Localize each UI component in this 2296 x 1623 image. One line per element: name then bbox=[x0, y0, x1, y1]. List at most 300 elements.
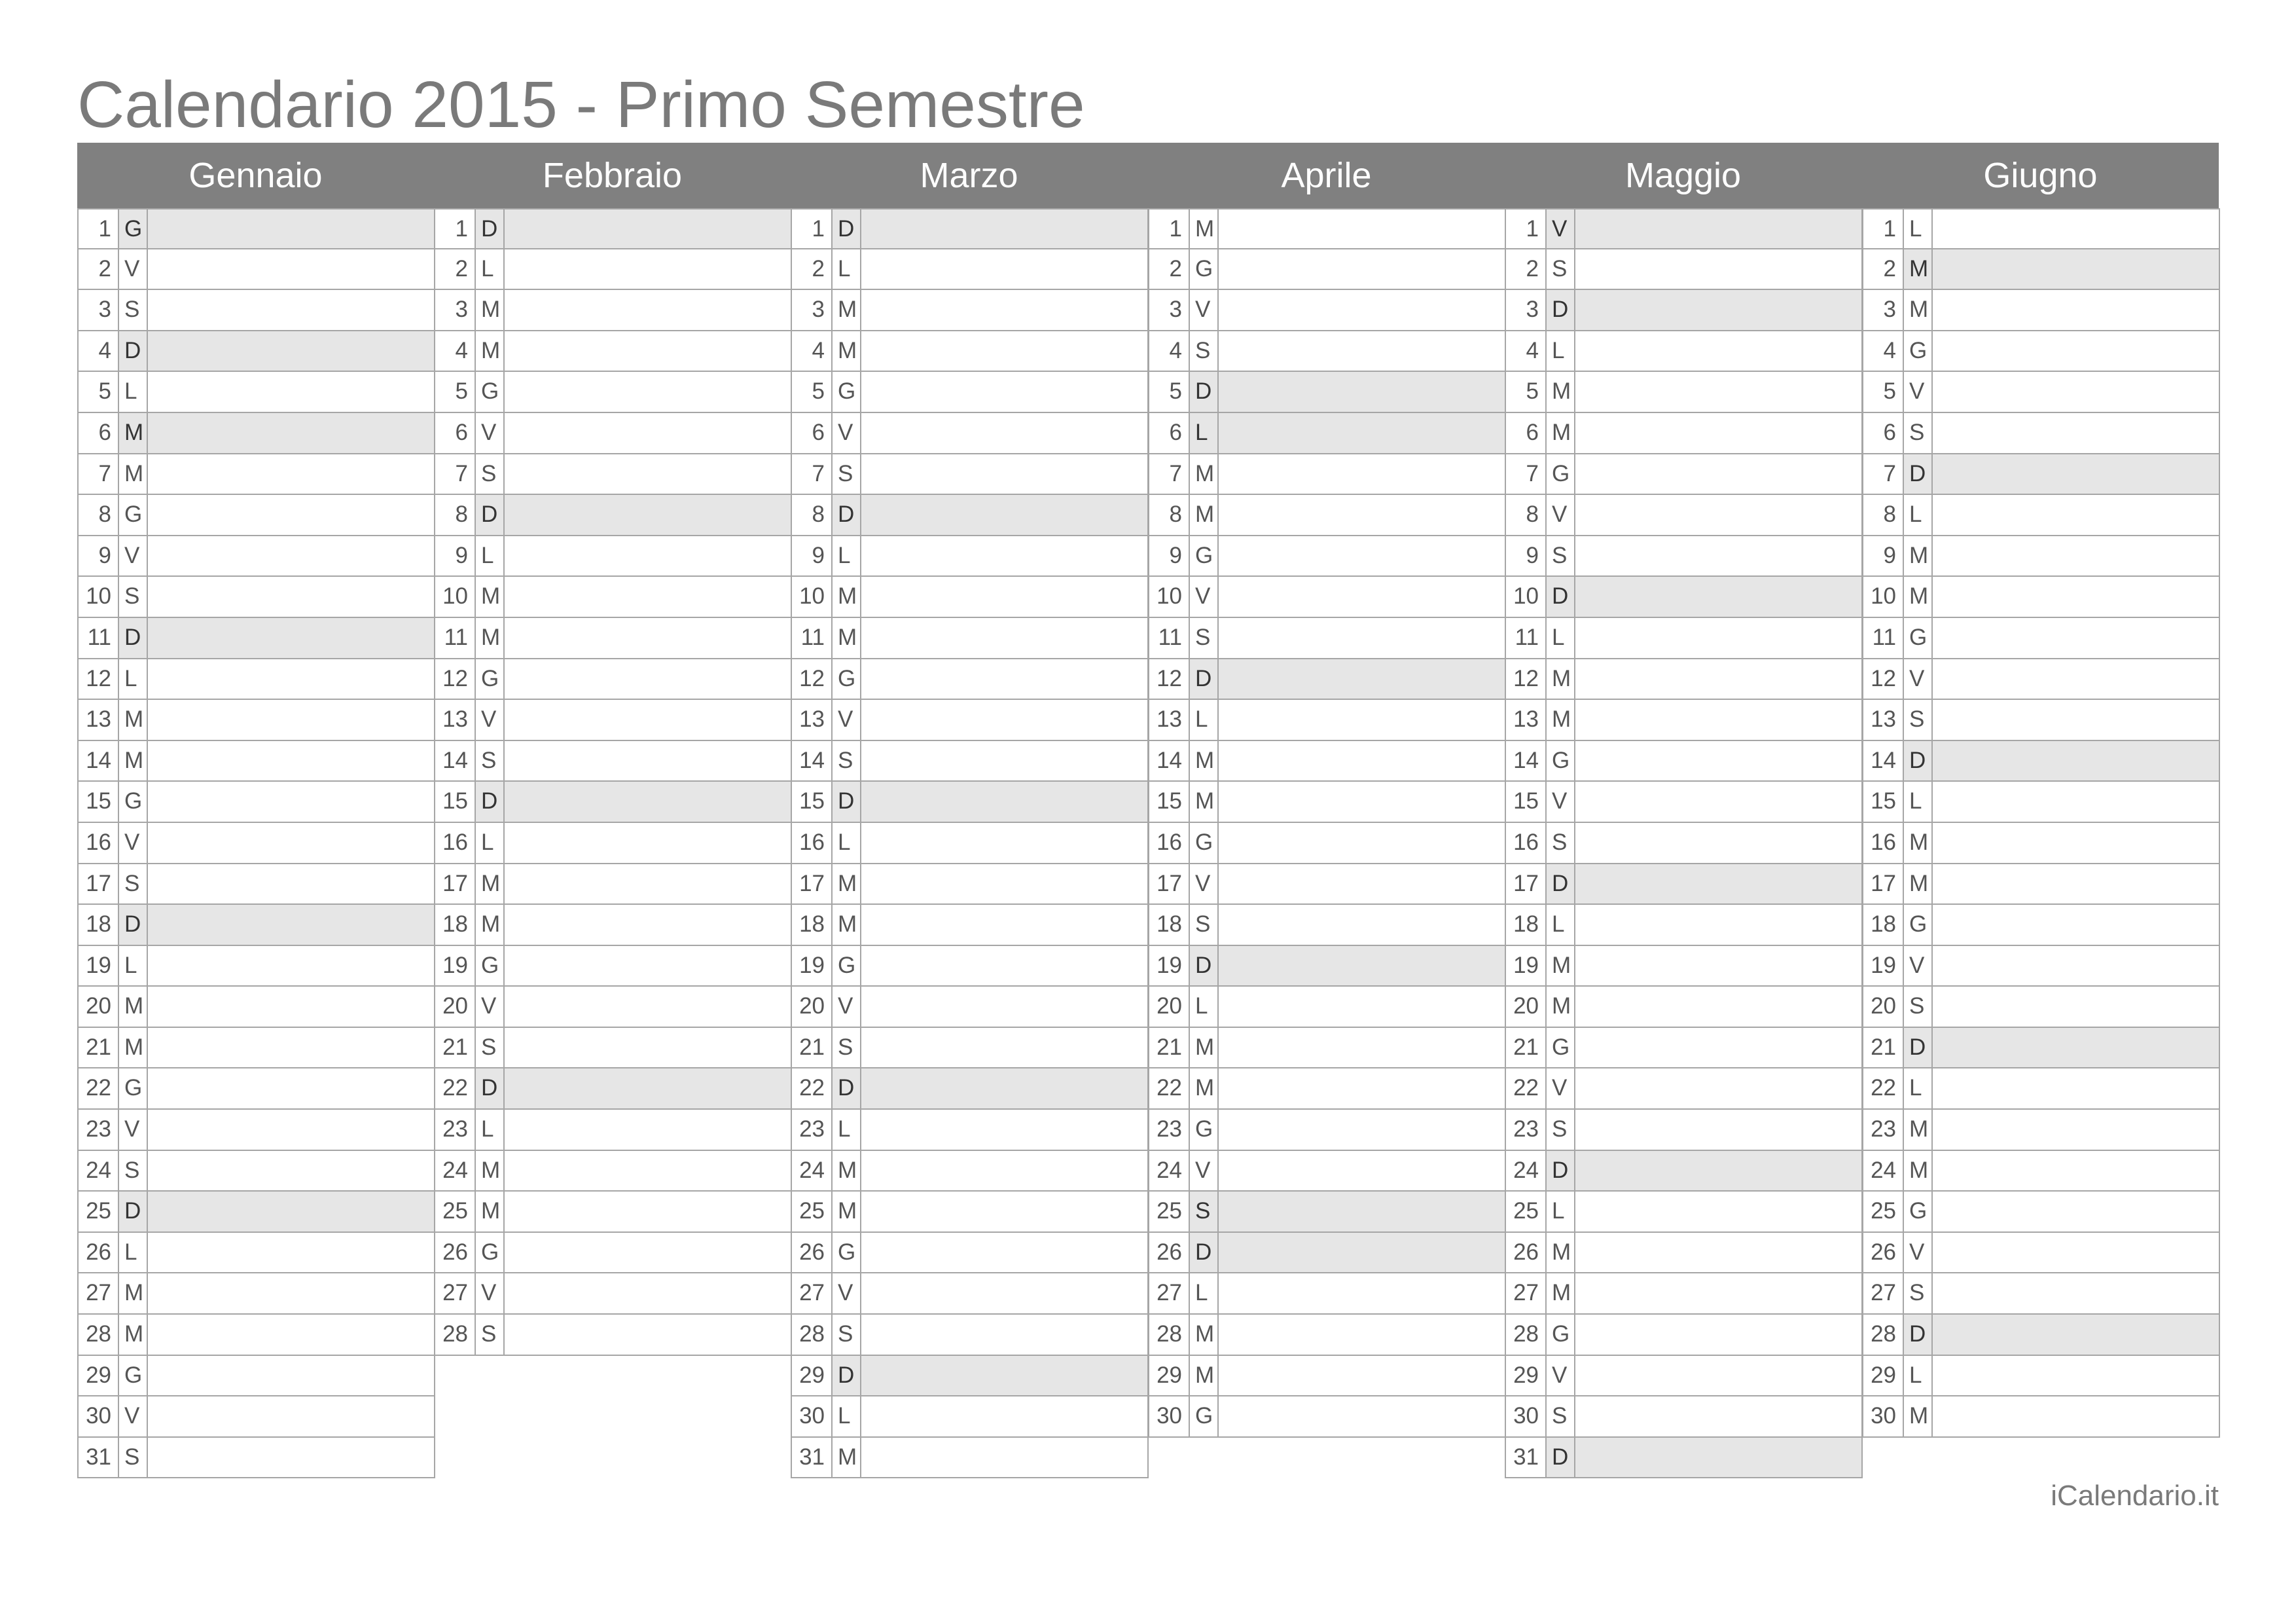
day-row bbox=[77, 905, 435, 946]
weekday-letter: G bbox=[1190, 249, 1219, 289]
weekday-letter: L bbox=[476, 823, 505, 863]
day-number: 30 bbox=[792, 1396, 833, 1436]
day-row bbox=[1148, 1315, 1506, 1356]
day-row bbox=[77, 741, 435, 782]
month-column-gennaio bbox=[77, 208, 435, 1478]
weekday-letter: V bbox=[833, 1273, 861, 1313]
day-number: 13 bbox=[792, 700, 833, 740]
day-number: 10 bbox=[79, 577, 119, 617]
day-number: 23 bbox=[1506, 1110, 1547, 1150]
day-note-cell bbox=[505, 413, 791, 453]
day-note-cell bbox=[861, 905, 1147, 945]
day-number: 9 bbox=[1149, 536, 1190, 576]
day-number: 7 bbox=[1149, 454, 1190, 494]
day-row bbox=[434, 741, 792, 782]
day-number: 22 bbox=[1149, 1068, 1190, 1108]
day-number: 16 bbox=[435, 823, 476, 863]
day-number: 11 bbox=[1863, 618, 1904, 658]
day-number: 26 bbox=[1149, 1233, 1190, 1273]
weekday-letter: V bbox=[476, 1273, 505, 1313]
day-note-cell bbox=[148, 700, 434, 740]
day-number: 31 bbox=[792, 1438, 833, 1478]
day-row bbox=[434, 495, 792, 536]
weekday-letter: G bbox=[119, 210, 148, 248]
month-header-aprile: Aprile bbox=[1281, 156, 1372, 195]
day-note-cell bbox=[1933, 1315, 2219, 1355]
day-note-cell bbox=[1219, 700, 1505, 740]
day-row bbox=[1505, 864, 1863, 905]
day-row bbox=[434, 618, 792, 659]
day-note-cell bbox=[505, 741, 791, 781]
day-note-cell bbox=[1219, 1273, 1505, 1313]
weekday-letter: L bbox=[1904, 1068, 1933, 1108]
weekday-letter: M bbox=[1904, 864, 1933, 904]
day-note-cell bbox=[1219, 210, 1505, 248]
day-row bbox=[77, 413, 435, 454]
day-row bbox=[434, 864, 792, 905]
weekday-letter: S bbox=[119, 577, 148, 617]
day-note-cell bbox=[148, 946, 434, 986]
day-row bbox=[1505, 1273, 1863, 1315]
weekday-letter: G bbox=[476, 1233, 505, 1273]
day-row bbox=[1862, 1315, 2220, 1356]
day-row bbox=[1505, 618, 1863, 659]
weekday-letter: S bbox=[833, 1315, 861, 1355]
weekday-letter: M bbox=[119, 741, 148, 781]
day-number: 17 bbox=[1149, 864, 1190, 904]
day-row bbox=[791, 782, 1149, 823]
day-note-cell bbox=[1575, 372, 1861, 412]
day-number: 22 bbox=[792, 1068, 833, 1108]
day-number: 23 bbox=[792, 1110, 833, 1150]
day-note-cell bbox=[861, 1151, 1147, 1191]
weekday-letter: D bbox=[119, 905, 148, 945]
day-note-cell bbox=[1933, 536, 2219, 576]
day-row bbox=[1148, 700, 1506, 741]
day-row bbox=[434, 1151, 792, 1192]
day-row bbox=[1505, 659, 1863, 701]
day-note-cell bbox=[148, 782, 434, 822]
day-number: 12 bbox=[435, 659, 476, 699]
day-row bbox=[1862, 823, 2220, 864]
day-row bbox=[1505, 577, 1863, 618]
day-note-cell bbox=[1219, 331, 1505, 371]
day-note-cell bbox=[148, 1315, 434, 1355]
weekday-letter: L bbox=[1904, 782, 1933, 822]
day-number: 18 bbox=[792, 905, 833, 945]
day-row bbox=[1148, 372, 1506, 413]
day-note-cell bbox=[1575, 577, 1861, 617]
day-number: 24 bbox=[1149, 1151, 1190, 1191]
weekday-letter: G bbox=[1547, 454, 1575, 494]
day-row bbox=[1862, 1273, 2220, 1315]
day-note-cell bbox=[148, 372, 434, 412]
day-note-cell bbox=[1219, 495, 1505, 535]
day-row bbox=[77, 1396, 435, 1438]
day-note-cell bbox=[1219, 618, 1505, 658]
day-note-cell bbox=[1219, 905, 1505, 945]
day-row bbox=[791, 1192, 1149, 1233]
weekday-letter: V bbox=[119, 249, 148, 289]
day-number: 30 bbox=[1863, 1396, 1904, 1436]
weekday-letter: V bbox=[1547, 1356, 1575, 1396]
weekday-letter: V bbox=[1547, 782, 1575, 822]
day-row bbox=[1148, 741, 1506, 782]
day-number: 15 bbox=[792, 782, 833, 822]
day-row bbox=[434, 1233, 792, 1274]
weekday-letter: G bbox=[1190, 1396, 1219, 1436]
day-row bbox=[1505, 1192, 1863, 1233]
day-note-cell bbox=[148, 905, 434, 945]
weekday-letter: G bbox=[833, 1233, 861, 1273]
day-number: 10 bbox=[792, 577, 833, 617]
day-row bbox=[1148, 1192, 1506, 1233]
day-number: 29 bbox=[792, 1356, 833, 1396]
day-number: 21 bbox=[79, 1028, 119, 1068]
day-number: 16 bbox=[792, 823, 833, 863]
day-row bbox=[1862, 536, 2220, 577]
day-row bbox=[77, 208, 435, 249]
day-note-cell bbox=[1219, 946, 1505, 986]
day-note-cell bbox=[1933, 1233, 2219, 1273]
day-number: 25 bbox=[1506, 1192, 1547, 1231]
day-note-cell bbox=[148, 659, 434, 699]
day-row bbox=[1505, 905, 1863, 946]
day-number: 2 bbox=[79, 249, 119, 289]
day-note-cell bbox=[1933, 946, 2219, 986]
day-number: 20 bbox=[79, 987, 119, 1027]
weekday-letter: M bbox=[833, 1151, 861, 1191]
day-number: 8 bbox=[792, 495, 833, 535]
day-note-cell bbox=[1575, 290, 1861, 330]
day-note-cell bbox=[148, 1233, 434, 1273]
weekday-letter: M bbox=[476, 1151, 505, 1191]
day-number: 3 bbox=[1506, 290, 1547, 330]
day-row bbox=[1148, 905, 1506, 946]
day-number: 4 bbox=[79, 331, 119, 371]
day-number: 26 bbox=[79, 1233, 119, 1273]
day-number: 6 bbox=[79, 413, 119, 453]
day-note-cell bbox=[505, 905, 791, 945]
day-number: 10 bbox=[1149, 577, 1190, 617]
day-note-cell bbox=[861, 1233, 1147, 1273]
day-row bbox=[1862, 495, 2220, 536]
weekday-letter: M bbox=[119, 1028, 148, 1068]
weekday-letter: D bbox=[833, 1356, 861, 1396]
day-note-cell bbox=[148, 864, 434, 904]
day-note-cell bbox=[1575, 1233, 1861, 1273]
day-row bbox=[791, 1028, 1149, 1069]
day-number: 2 bbox=[1149, 249, 1190, 289]
page-title: Calendario 2015 - Primo Semestre bbox=[77, 68, 1085, 141]
weekday-letter: S bbox=[1547, 536, 1575, 576]
day-row bbox=[434, 413, 792, 454]
day-number: 25 bbox=[79, 1192, 119, 1231]
day-row bbox=[1505, 1438, 1863, 1479]
day-row bbox=[77, 946, 435, 987]
day-row bbox=[791, 741, 1149, 782]
day-note-cell bbox=[861, 782, 1147, 822]
day-number: 28 bbox=[1863, 1315, 1904, 1355]
day-note-cell bbox=[1933, 1068, 2219, 1108]
weekday-letter: M bbox=[1190, 741, 1219, 781]
day-row bbox=[77, 495, 435, 536]
day-number: 8 bbox=[435, 495, 476, 535]
weekday-letter: M bbox=[1190, 1356, 1219, 1396]
day-row bbox=[77, 331, 435, 373]
day-number: 12 bbox=[1506, 659, 1547, 699]
weekday-letter: G bbox=[476, 946, 505, 986]
day-row bbox=[791, 618, 1149, 659]
day-note-cell bbox=[861, 1028, 1147, 1068]
day-note-cell bbox=[861, 577, 1147, 617]
weekday-letter: L bbox=[476, 249, 505, 289]
day-note-cell bbox=[505, 823, 791, 863]
day-number: 8 bbox=[1149, 495, 1190, 535]
weekday-letter: V bbox=[476, 413, 505, 453]
day-row bbox=[1862, 331, 2220, 373]
weekday-letter: M bbox=[1904, 1110, 1933, 1150]
day-number: 1 bbox=[1863, 210, 1904, 248]
day-note-cell bbox=[1933, 700, 2219, 740]
day-note-cell bbox=[1575, 1438, 1861, 1478]
day-row bbox=[791, 1438, 1149, 1479]
day-number: 20 bbox=[1149, 987, 1190, 1027]
day-number: 14 bbox=[435, 741, 476, 781]
day-row bbox=[1148, 208, 1506, 249]
weekday-letter: M bbox=[1904, 823, 1933, 863]
day-note-cell bbox=[1575, 1315, 1861, 1355]
day-row bbox=[77, 454, 435, 496]
day-note-cell bbox=[1933, 659, 2219, 699]
weekday-letter: L bbox=[1904, 495, 1933, 535]
day-row bbox=[1862, 372, 2220, 413]
day-number: 28 bbox=[792, 1315, 833, 1355]
day-number: 21 bbox=[435, 1028, 476, 1068]
weekday-letter: V bbox=[119, 1110, 148, 1150]
day-note-cell bbox=[1575, 864, 1861, 904]
day-note-cell bbox=[148, 1110, 434, 1150]
day-number: 19 bbox=[435, 946, 476, 986]
day-row bbox=[1505, 987, 1863, 1028]
day-row bbox=[1862, 249, 2220, 291]
weekday-letter: M bbox=[1904, 1396, 1933, 1436]
day-row bbox=[1505, 495, 1863, 536]
weekday-letter: D bbox=[1547, 1151, 1575, 1191]
day-number: 14 bbox=[1506, 741, 1547, 781]
weekday-letter: M bbox=[1904, 1151, 1933, 1191]
day-note-cell bbox=[1219, 1192, 1505, 1231]
weekday-letter: M bbox=[1190, 1028, 1219, 1068]
day-note-cell bbox=[505, 210, 791, 248]
weekday-letter: S bbox=[1190, 905, 1219, 945]
day-note-cell bbox=[505, 372, 791, 412]
day-row bbox=[1862, 413, 2220, 454]
day-number: 10 bbox=[1506, 577, 1547, 617]
weekday-letter: S bbox=[119, 1151, 148, 1191]
day-row bbox=[1862, 1028, 2220, 1069]
day-row bbox=[791, 290, 1149, 331]
day-note-cell bbox=[1575, 495, 1861, 535]
weekday-letter: S bbox=[476, 1028, 505, 1068]
day-note-cell bbox=[861, 331, 1147, 371]
day-number: 9 bbox=[79, 536, 119, 576]
day-row bbox=[1148, 1356, 1506, 1397]
day-row bbox=[791, 659, 1149, 701]
day-number: 19 bbox=[79, 946, 119, 986]
day-number: 25 bbox=[792, 1192, 833, 1231]
weekday-letter: M bbox=[119, 1315, 148, 1355]
day-row bbox=[77, 249, 435, 291]
weekday-letter: V bbox=[119, 823, 148, 863]
month-column-giugno bbox=[1862, 208, 2220, 1438]
weekday-letter: M bbox=[476, 905, 505, 945]
weekday-letter: M bbox=[1190, 495, 1219, 535]
day-row bbox=[1862, 1356, 2220, 1397]
day-number: 2 bbox=[1863, 249, 1904, 289]
day-note-cell bbox=[1575, 618, 1861, 658]
weekday-letter: G bbox=[1904, 1192, 1933, 1231]
day-note-cell bbox=[505, 331, 791, 371]
day-number: 4 bbox=[435, 331, 476, 371]
weekday-letter: L bbox=[1547, 618, 1575, 658]
day-row bbox=[791, 372, 1149, 413]
weekday-letter: S bbox=[1904, 987, 1933, 1027]
weekday-letter: M bbox=[119, 1273, 148, 1313]
day-row bbox=[1505, 1151, 1863, 1192]
day-row bbox=[791, 1315, 1149, 1356]
day-row bbox=[1862, 577, 2220, 618]
day-number: 30 bbox=[1149, 1396, 1190, 1436]
day-note-cell bbox=[1933, 372, 2219, 412]
day-note-cell bbox=[861, 741, 1147, 781]
day-row bbox=[1505, 1068, 1863, 1110]
weekday-letter: M bbox=[833, 618, 861, 658]
day-row bbox=[1148, 413, 1506, 454]
day-number: 7 bbox=[1506, 454, 1547, 494]
day-number: 2 bbox=[435, 249, 476, 289]
day-note-cell bbox=[1575, 659, 1861, 699]
weekday-letter: G bbox=[1547, 1028, 1575, 1068]
day-note-cell bbox=[1933, 210, 2219, 248]
weekday-letter: D bbox=[119, 331, 148, 371]
weekday-letter: L bbox=[833, 1110, 861, 1150]
day-number: 23 bbox=[79, 1110, 119, 1150]
weekday-letter: L bbox=[833, 536, 861, 576]
day-row bbox=[434, 290, 792, 331]
day-number: 6 bbox=[1506, 413, 1547, 453]
day-number: 5 bbox=[435, 372, 476, 412]
day-row bbox=[77, 536, 435, 577]
weekday-letter: M bbox=[476, 331, 505, 371]
day-note-cell bbox=[1575, 413, 1861, 453]
weekday-letter: D bbox=[1190, 659, 1219, 699]
day-note-cell bbox=[1219, 1110, 1505, 1150]
day-number: 22 bbox=[1506, 1068, 1547, 1108]
day-number: 18 bbox=[435, 905, 476, 945]
day-number: 7 bbox=[1863, 454, 1904, 494]
day-note-cell bbox=[861, 1192, 1147, 1231]
weekday-letter: G bbox=[119, 495, 148, 535]
day-number: 24 bbox=[792, 1151, 833, 1191]
day-row bbox=[434, 905, 792, 946]
day-note-cell bbox=[1575, 1192, 1861, 1231]
month-column-febbraio bbox=[434, 208, 792, 1356]
day-row bbox=[1862, 208, 2220, 249]
day-number: 5 bbox=[1149, 372, 1190, 412]
day-note-cell bbox=[1933, 413, 2219, 453]
day-number: 7 bbox=[792, 454, 833, 494]
day-row bbox=[434, 782, 792, 823]
day-note-cell bbox=[1575, 782, 1861, 822]
day-row bbox=[434, 372, 792, 413]
weekday-letter: D bbox=[833, 1068, 861, 1108]
day-number: 11 bbox=[79, 618, 119, 658]
day-number: 13 bbox=[435, 700, 476, 740]
day-note-cell bbox=[861, 210, 1147, 248]
day-number: 27 bbox=[792, 1273, 833, 1313]
day-note-cell bbox=[861, 1315, 1147, 1355]
weekday-letter: D bbox=[833, 210, 861, 248]
day-note-cell bbox=[861, 413, 1147, 453]
weekday-letter: G bbox=[1904, 905, 1933, 945]
weekday-letter: M bbox=[1547, 1233, 1575, 1273]
day-note-cell bbox=[861, 987, 1147, 1027]
day-number: 12 bbox=[792, 659, 833, 699]
day-note-cell bbox=[1933, 1151, 2219, 1191]
weekday-letter: S bbox=[119, 864, 148, 904]
day-number: 22 bbox=[79, 1068, 119, 1108]
day-note-cell bbox=[1575, 331, 1861, 371]
day-note-cell bbox=[148, 1192, 434, 1231]
weekday-letter: G bbox=[476, 659, 505, 699]
weekday-letter: D bbox=[1904, 741, 1933, 781]
day-note-cell bbox=[1933, 1356, 2219, 1396]
weekday-letter: L bbox=[1190, 1273, 1219, 1313]
day-number: 1 bbox=[792, 210, 833, 248]
weekday-letter: M bbox=[1547, 1273, 1575, 1313]
day-note-cell bbox=[861, 823, 1147, 863]
day-number: 15 bbox=[1149, 782, 1190, 822]
day-note-cell bbox=[505, 1315, 791, 1355]
day-number: 19 bbox=[1149, 946, 1190, 986]
day-number: 14 bbox=[1149, 741, 1190, 781]
day-note-cell bbox=[505, 700, 791, 740]
day-note-cell bbox=[1933, 1396, 2219, 1436]
day-number: 19 bbox=[1863, 946, 1904, 986]
day-note-cell bbox=[505, 1110, 791, 1150]
day-note-cell bbox=[1575, 700, 1861, 740]
weekday-letter: M bbox=[119, 700, 148, 740]
day-note-cell bbox=[861, 249, 1147, 289]
day-number: 12 bbox=[79, 659, 119, 699]
day-number: 23 bbox=[1149, 1110, 1190, 1150]
weekday-letter: S bbox=[1547, 1110, 1575, 1150]
weekday-letter: G bbox=[833, 659, 861, 699]
weekday-letter: L bbox=[833, 1396, 861, 1436]
weekday-letter: M bbox=[119, 413, 148, 453]
day-row bbox=[1862, 1151, 2220, 1192]
day-note-cell bbox=[1933, 331, 2219, 371]
weekday-letter: S bbox=[1547, 249, 1575, 289]
weekday-letter: M bbox=[1547, 987, 1575, 1027]
day-number: 4 bbox=[1863, 331, 1904, 371]
day-note-cell bbox=[1575, 1356, 1861, 1396]
day-number: 24 bbox=[1863, 1151, 1904, 1191]
day-row bbox=[1505, 454, 1863, 496]
day-row bbox=[791, 413, 1149, 454]
month-header-marzo: Marzo bbox=[920, 156, 1018, 195]
